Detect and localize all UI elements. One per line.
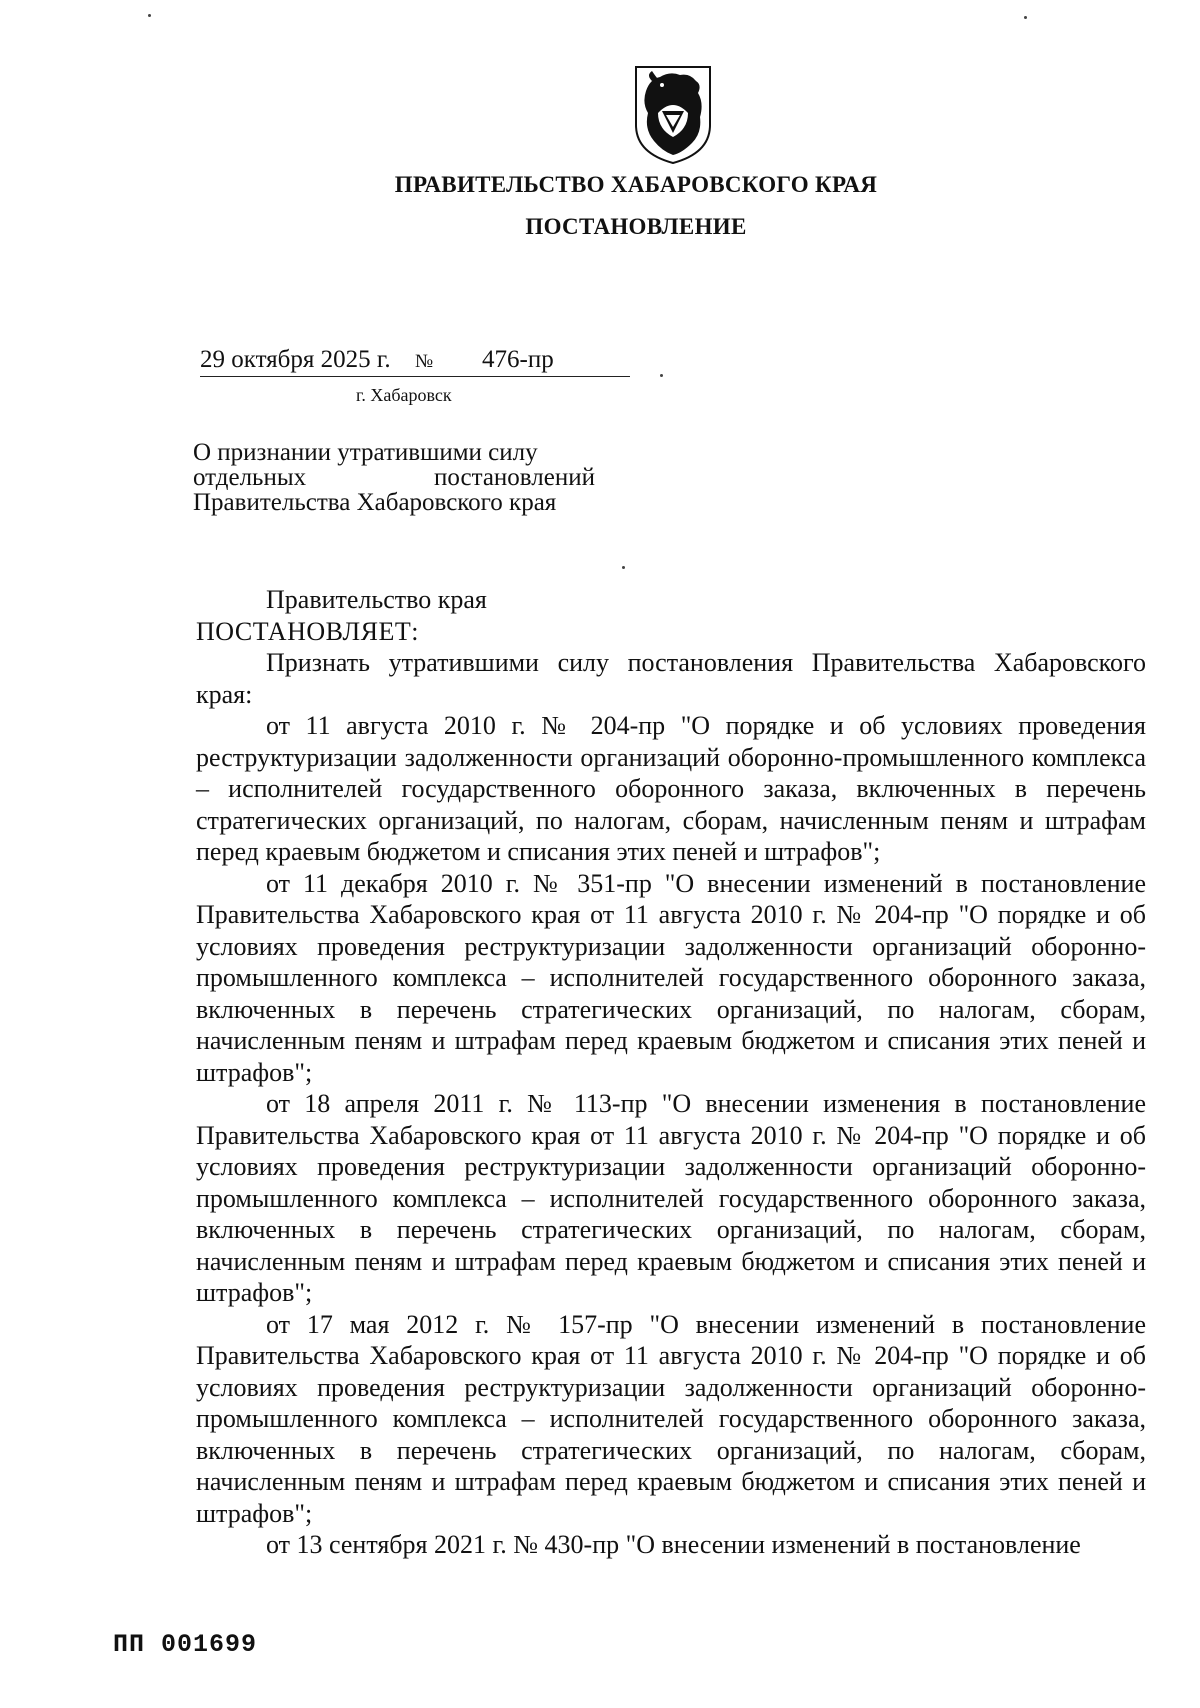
document-number: 476-пр	[482, 346, 554, 373]
scan-speck	[148, 14, 151, 17]
scan-speck	[1024, 16, 1027, 19]
body-resolve: ПОСТАНОВЛЯЕТ:	[196, 616, 419, 646]
document-date: 29 октября 2025 г.	[200, 346, 391, 373]
khabarovsk-krai-coat-of-arms-icon	[632, 63, 714, 167]
list-item: от 17 мая 2012 г. № 157-пр "О внесении изменений в постановление Правительства Хабаровского края от 11 августа 2010 г. № 204-пр "О порядке и об условиях проведения реструктуризации задолженности организаций оборонно-промышленного комплекса – исполнителей государственного оборонного заказа, включенных в перечень стратегических организаций, по налогам, сборам, начисленным пеням и штрафам перед краевым бюджетом и списания этих пеней и штрафов";	[196, 1309, 1146, 1528]
body-lead: Признать утратившими силу постановления Правительства Хабаровского края:	[196, 648, 1146, 709]
subject-line-2	[193, 465, 595, 490]
registration-line	[200, 346, 630, 377]
subject-word: отдельных	[193, 464, 307, 491]
subject-line-1: О признании утратившими силу	[193, 439, 538, 466]
document-type-heading: ПОСТАНОВЛЕНИЕ	[525, 214, 747, 239]
list-item: от 11 декабря 2010 г. № 351-пр "О внесении изменений в постановление Правительства Хабаровского края от 11 августа 2010 г. № 204-пр "О порядке и об условиях проведения реструктуризации задолженности организаций оборонно-промышленного комплекса – исполнителей государственного оборонного заказа, включенных в перечень стратегических организаций, по налогам, сборам, начисленным пеням и штрафам перед краевым бюджетом и списания этих пеней и штрафов";	[196, 868, 1146, 1087]
organization-title: ПРАВИТЕЛЬСТВО ХАБАРОВСКОГО КРАЯ	[394, 172, 878, 197]
scan-speck	[622, 566, 625, 569]
body-intro: Правительство края	[266, 585, 487, 614]
subject-line-3: Правительства Хабаровского края	[193, 489, 557, 516]
list-item: от 18 апреля 2011 г. № 113-пр "О внесении изменения в постановление Правительства Хабаровского края от 11 августа 2010 г. № 204-пр "О порядке и об условиях проведения реструктуризации задолженности организаций оборонно-промышленного комплекса – исполнителей государственного оборонного заказа, включенных в перечень стратегических организаций, по налогам, сборам, начисленным пеням и штрафам перед краевым бюджетом и списания этих пеней и штрафов";	[196, 1089, 1146, 1307]
document-city: г. Хабаровск	[356, 385, 452, 405]
document-subject	[193, 440, 595, 515]
list-item: от 11 августа 2010 г. № 204-пр "О порядке и об условиях проведения реструктуризации задолженности организаций оборонно-промышленного комплекса – исполнителей государственного оборонного заказа, включенных в перечень стратегических организаций, по налогам, сборам, начисленным пеням и штрафам перед краевым бюджетом и списания этих пеней и штрафов";	[196, 711, 1146, 866]
document-body	[196, 584, 1146, 1561]
subject-word: постановлений	[434, 464, 595, 491]
list-item: от 13 сентября 2021 г. № 430-пр "О внесении изменений в постановление	[266, 1530, 1081, 1559]
footer-document-code: ПП 001699	[113, 1630, 258, 1659]
number-sign: №	[415, 351, 434, 372]
scan-speck	[660, 374, 663, 377]
